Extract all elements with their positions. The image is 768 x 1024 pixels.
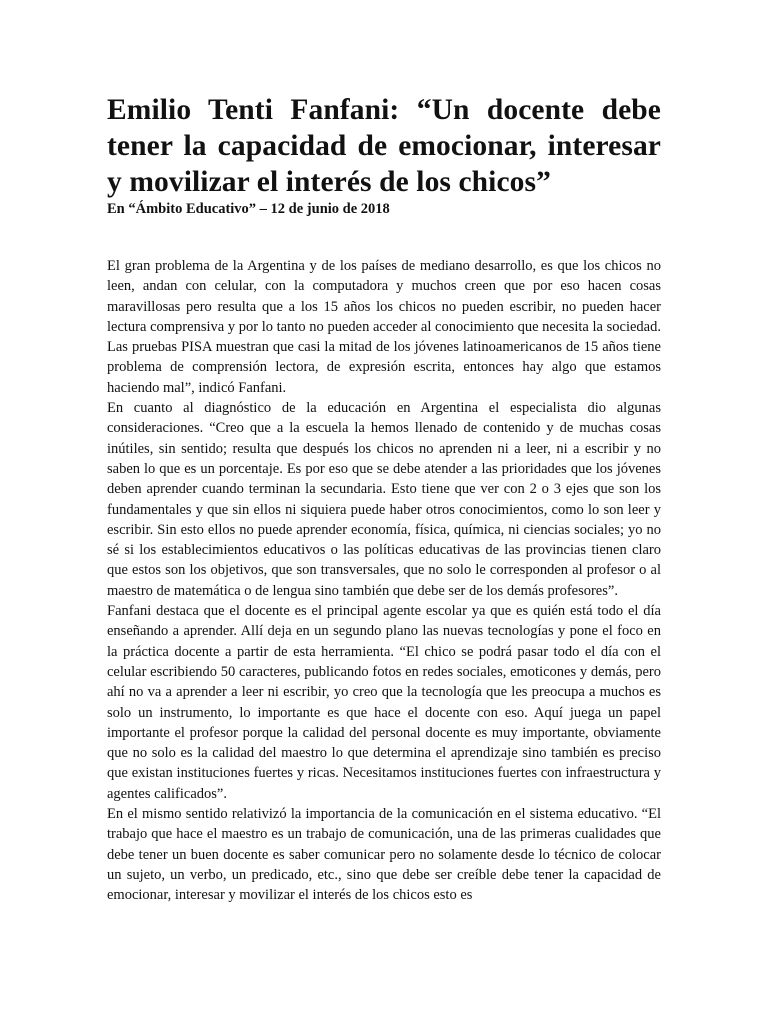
paragraph-1: El gran problema de la Argentina y de los países de mediano desarrollo, es que los chicos no leen, andan con celular, con la computadora y muchos creen que por eso hacen cosas maravillosas pero resulta que a los 15 años los chicos no pueden escribir, no pueden hacer lectura comprensiva y por lo tanto no pueden acceder al conocimiento que necesita la sociedad. Las pruebas PISA muestran que casi la mitad de los jóvenes latinoamericanos de 15 años tiene problema de comprensión lectora, de expresión escrita, entonces hay algo que estamos haciendo mal”, indicó Fanfani. bbox=[107, 258, 661, 396]
paragraph-3: Fanfani destaca que el docente es el principal agente escolar ya que es quién está todo el día enseñando a aprender. Allí deja en un segundo plano las nuevas tecnologías y pone el foco en la práctica docente a partir de esta herramienta. “El chico se podrá pasar todo el día con el celular escribiendo 50 caracteres, publicando fotos en redes sociales, emoticones y demás, pero ahí no va a aprender a leer ni escribir, yo creo que la tecnología que les preocupa a muchos es solo un instrumento, lo importante es que hace el docente con eso. Aquí juega un papel importante el profesor porque la calidad del personal docente es muy importante, obviamente que no solo es la calidad del maestro lo que determina el aprendizaje sino también es preciso que existan instituciones fuertes y ricas. Necesitamos instituciones fuertes con infraestructura y agentes calificados”. bbox=[107, 603, 661, 802]
paragraph-2: En cuanto al diagnóstico de la educación en Argentina el especialista dio algunas consideraciones. “Creo que a la escuela la hemos llenado de contenido y de muchas cosas inútiles, sin sentido; resulta que después los chicos no aprenden ni a leer, ni a escribir y no saben lo que es un porcentaje. Es por eso que se debe atender a las prioridades que los jóvenes deben aprender cuando terminan la secundaria. Esto tiene que ver con 2 o 3 ejes que son los fundamentales y que sin ellos ni siquiera puede haber otros conocimientos, como lo son leer y escribir. Sin esto ellos no puede aprender economía, física, química, ni ciencias sociales; yo no sé si los establecimientos educativos o las políticas educativas de las provincias tienen claro que estos son los objetivos, que son transversales, que no solo le corresponden al profesor o al maestro de matemática o de lengua sino también que debe ser de los demás profesores”. bbox=[107, 400, 661, 599]
paragraph-4: En el mismo sentido relativizó la importancia de la comunicación en el sistema educativo. “El trabajo que hace el maestro es un trabajo de comunicación, una de las primeras cualidades que debe tener un buen docente es saber comunicar pero no solamente desde lo técnico de colocar un sujeto, un verbo, un predicado, etc., sino que debe ser creíble debe tener la capacidad de emocionar, interesar y movilizar el interés de los chicos esto es bbox=[107, 806, 661, 904]
article-text bbox=[107, 256, 661, 906]
article-title: Emilio Tenti Fanfani: “Un docente debe tener la capacidad de emocionar, interesar y movilizar el interés de los chicos” bbox=[107, 94, 661, 198]
article-body bbox=[107, 92, 661, 906]
source-line: En “Ámbito Educativo” – 12 de junio de 2018 bbox=[107, 201, 390, 217]
